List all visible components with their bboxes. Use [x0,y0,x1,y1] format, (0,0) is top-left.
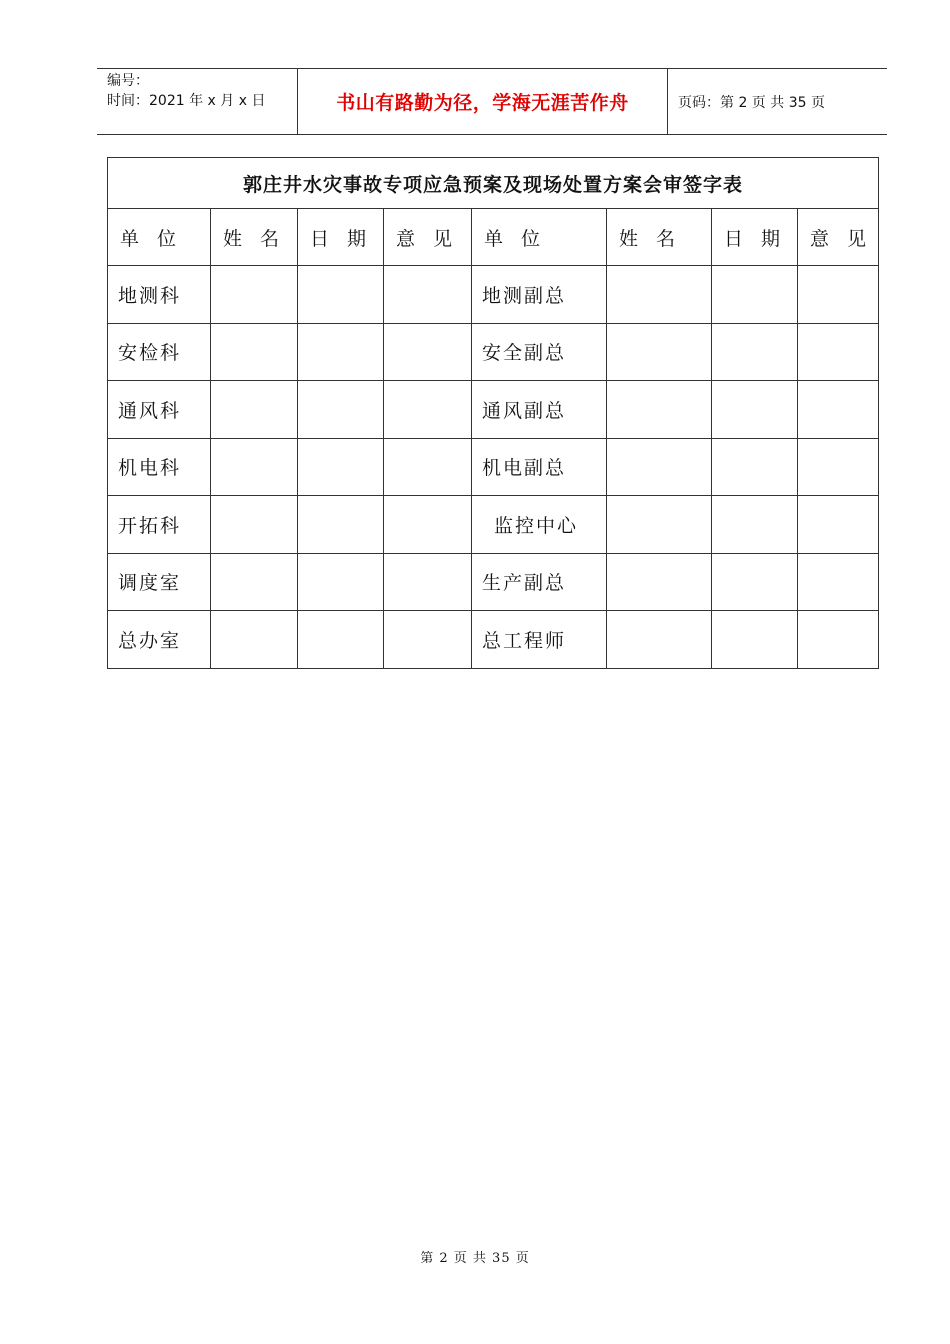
unit-cell-2: 地测副总 [472,266,607,324]
signature-name-cell[interactable] [211,266,298,324]
signature-opinion-cell-2[interactable] [798,553,879,611]
unit-cell: 调度室 [108,553,211,611]
signature-name-cell-2[interactable] [607,611,712,669]
table-row [108,553,879,611]
header-meta [97,69,298,134]
signature-table [107,157,879,669]
signature-opinion-cell-2[interactable] [798,323,879,381]
signature-opinion-cell[interactable] [384,553,472,611]
signature-date-cell-2[interactable] [712,496,798,554]
unit-cell: 机电科 [108,438,211,496]
signature-name-cell[interactable] [211,438,298,496]
table-row [108,438,879,496]
signature-name-cell[interactable] [211,611,298,669]
column-header-unit: 单 位 [108,209,211,266]
header-page-info: 页码：第 2 页 共 35 页 [678,94,825,111]
signature-date-cell-2[interactable] [712,438,798,496]
unit-cell-2: 总工程师 [472,611,607,669]
unit-cell: 通风科 [108,381,211,439]
unit-cell-2: 安全副总 [472,323,607,381]
unit-cell-2: 机电副总 [472,438,607,496]
table-header-row [108,209,879,266]
unit-cell-2: 监控中心 [472,496,607,554]
signature-date-cell-2[interactable] [712,611,798,669]
column-header-opinion-2: 意 见 [798,209,879,266]
signature-name-cell-2[interactable] [607,438,712,496]
signature-opinion-cell-2[interactable] [798,381,879,439]
unit-cell: 总办室 [108,611,211,669]
signature-date-cell[interactable] [298,438,384,496]
signature-name-cell-2[interactable] [607,496,712,554]
header-motto: 书山有路勤为径，学海无涯苦作舟 [298,69,668,134]
signature-name-cell[interactable] [211,496,298,554]
signature-date-cell-2[interactable] [712,553,798,611]
column-header-name-2: 姓 名 [607,209,712,266]
signature-opinion-cell[interactable] [384,323,472,381]
signature-name-cell-2[interactable] [607,323,712,381]
table-row [108,381,879,439]
unit-cell-2: 生产副总 [472,553,607,611]
unit-cell: 开拓科 [108,496,211,554]
signature-opinion-cell[interactable] [384,611,472,669]
signature-opinion-cell[interactable] [384,438,472,496]
signature-opinion-cell-2[interactable] [798,496,879,554]
signature-date-cell-2[interactable] [712,381,798,439]
signature-date-cell[interactable] [298,611,384,669]
column-header-date: 日 期 [298,209,384,266]
signature-opinion-cell-2[interactable] [798,611,879,669]
table-row [108,323,879,381]
table-row [108,496,879,554]
signature-name-cell[interactable] [211,553,298,611]
signature-opinion-cell[interactable] [384,266,472,324]
signature-name-cell-2[interactable] [607,381,712,439]
signature-opinion-cell-2[interactable] [798,438,879,496]
unit-cell: 安检科 [108,323,211,381]
table-row [108,611,879,669]
document-date: 时间：2021 年 x 月 x 日 [107,93,266,109]
column-header-opinion: 意 见 [384,209,472,266]
signature-name-cell[interactable] [211,381,298,439]
signature-date-cell[interactable] [298,323,384,381]
signature-name-cell[interactable] [211,323,298,381]
signature-date-cell-2[interactable] [712,266,798,324]
signature-opinion-cell-2[interactable] [798,266,879,324]
signature-date-cell-2[interactable] [712,323,798,381]
page-header [97,68,887,135]
column-header-unit-2: 单 位 [472,209,607,266]
signature-opinion-cell[interactable] [384,381,472,439]
column-header-date-2: 日 期 [712,209,798,266]
signature-name-cell-2[interactable] [607,266,712,324]
signature-date-cell[interactable] [298,553,384,611]
unit-cell-2: 通风副总 [472,381,607,439]
table-row [108,266,879,324]
page-footer: 第 2 页 共 35 页 [420,1251,530,1266]
table-title: 郭庄井水灾事故专项应急预案及现场处置方案会审签字表 [108,158,879,209]
document-number-label: 编号： [107,73,149,89]
signature-date-cell[interactable] [298,266,384,324]
signature-name-cell-2[interactable] [607,553,712,611]
signature-date-cell[interactable] [298,381,384,439]
signature-opinion-cell[interactable] [384,496,472,554]
signature-date-cell[interactable] [298,496,384,554]
unit-cell: 地测科 [108,266,211,324]
column-header-name: 姓 名 [211,209,298,266]
